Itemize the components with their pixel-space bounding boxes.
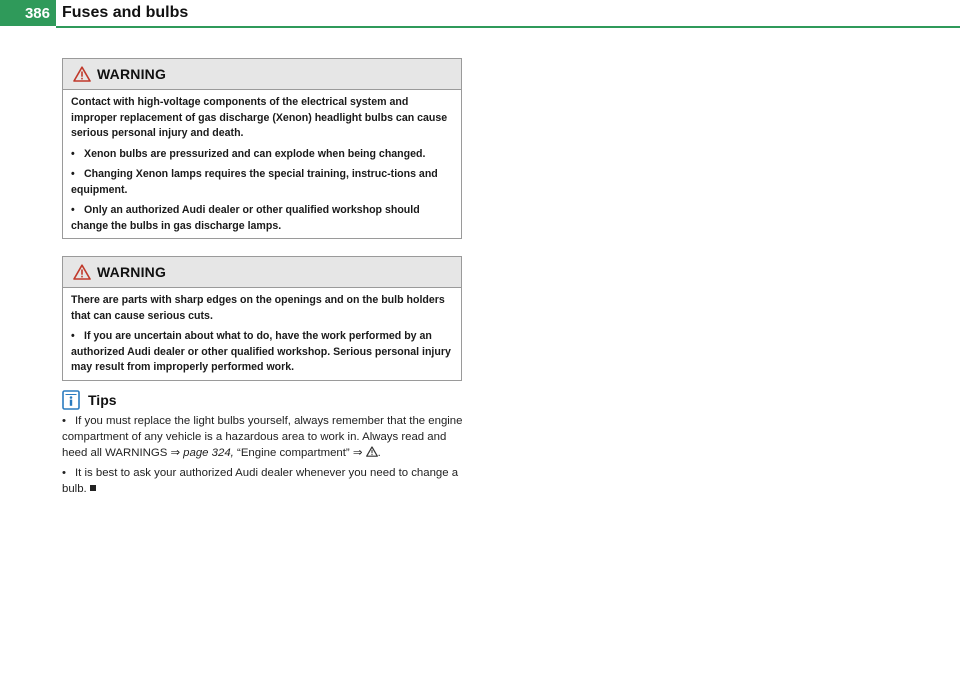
warning-body: [63, 90, 461, 238]
tip-item: • If you must replace the light bulbs yourself, always remember that the engine compartment of any vehicle is a hazardous area to work in. Always read and heed all WARNINGS ⇒ page 324, “Engine compartment” ⇒ .: [62, 415, 463, 459]
tips-title: Tips: [88, 392, 117, 408]
warning-bullet: • Only an authorized Audi dealer or other qualified workshop should change the bulbs in gas discharge lamps.: [71, 204, 420, 232]
warning-intro: Contact with high-voltage components of the electrical system and improper replacement of gas discharge (Xenon) headlight bulbs can cause serious personal injury and death.: [71, 96, 448, 139]
warning-triangle-icon: [73, 66, 91, 82]
page-header: [0, 0, 960, 28]
header-rule: [56, 26, 960, 28]
page-reference-link[interactable]: page 324,: [183, 446, 234, 459]
warning-intro: There are parts with sharp edges on the openings and on the bulb holders that can cause serious cuts.: [71, 294, 445, 322]
end-marker-icon: [90, 485, 96, 491]
warning-bullet: • Changing Xenon lamps requires the special training, instruc-tions and equipment.: [71, 168, 438, 196]
tip-item: • It is best to ask your authorized Audi dealer whenever you need to change a bulb.: [62, 467, 459, 496]
warning-bullet: • Xenon bulbs are pressurized and can explode when being changed.: [71, 147, 426, 160]
warning-triangle-icon: [73, 264, 91, 280]
tips-section: [62, 388, 466, 503]
tips-body: [62, 414, 466, 498]
warning-header: [63, 257, 461, 288]
info-icon: [62, 390, 80, 410]
section-title: Fuses and bulbs: [62, 4, 189, 21]
warning-title: WARNING: [97, 66, 167, 82]
page-number: 386: [0, 0, 56, 26]
warning-bullet: • If you are uncertain about what to do, have the work performed by an authorized Audi dealer or other qualified workshop. Serious personal injury may result from improperly performed work.: [71, 330, 451, 373]
warning-header: [63, 59, 461, 90]
warning-title: WARNING: [97, 264, 167, 280]
warning-box-xenon: [62, 58, 462, 239]
warning-box-sharp-edges: [62, 256, 462, 381]
tips-header: [62, 388, 466, 412]
warning-body: [63, 288, 461, 380]
warning-triangle-icon: [366, 446, 378, 457]
